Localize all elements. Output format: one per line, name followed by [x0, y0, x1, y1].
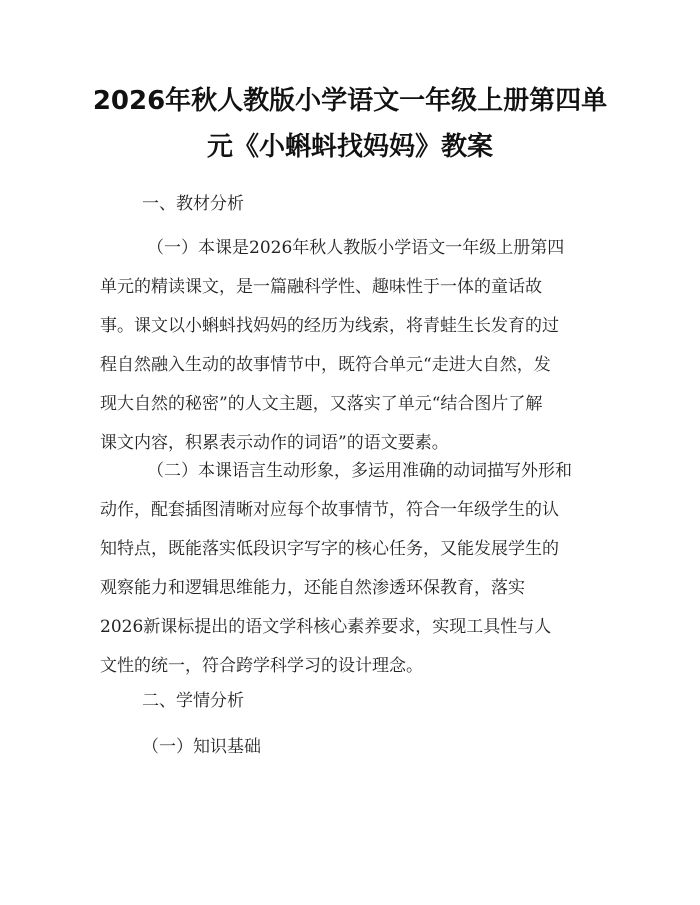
- paragraph-1-line-6: 课文内容，积累表示动作的词语”的语文要素。: [100, 433, 449, 453]
- paragraph-2-line-3: 知特点，既能落实低段识字写字的核心任务，又能发展学生的: [100, 539, 559, 559]
- paragraph-2-line-2: 动作，配套插图清晰对应每个故事情节，符合一年级学生的认: [100, 500, 559, 520]
- paragraph-1-line-2: 单元的精读课文，是一篇融科学性、趣味性于一体的童话故: [100, 277, 542, 297]
- paragraph-1-line-5: 现大自然的秘密”的人文主题，又落实了单元“结合图片了解: [100, 394, 543, 414]
- paragraph-1-line-4: 程自然融入生动的故事情节中，既符合单元“走进大自然，发: [100, 355, 551, 375]
- section-heading-teaching-material-analysis: 一、教材分析: [142, 194, 244, 214]
- paragraph-2-line-5: 2026新课标提出的语文学科核心素养要求，实现工具性与人: [100, 617, 552, 637]
- paragraph-1-line-3: 事。课文以小蝌蚪找妈妈的经历为线索，将青蛙生长发育的过: [100, 316, 559, 336]
- paragraph-1-line-1: （一）本课是2026年秋人教版小学语文一年级上册第四: [147, 238, 565, 258]
- section-heading-learner-analysis: 二、学情分析: [142, 691, 244, 711]
- subsection-heading-knowledge-foundation: （一）知识基础: [142, 737, 261, 757]
- document-title-line-2: 元《小蝌蚪找妈妈》教案: [206, 132, 493, 162]
- paragraph-2-line-6: 文性的统一，符合跨学科学习的设计理念。: [100, 656, 423, 676]
- paragraph-2-line-1: （二）本课语言生动形象，多运用准确的动词描写外形和: [147, 461, 572, 481]
- document-title-line-1: 2026年秋人教版小学语文一年级上册第四单: [92, 86, 608, 116]
- paragraph-2-line-4: 观察能力和逻辑思维能力，还能自然渗透环保教育，落实: [100, 578, 525, 598]
